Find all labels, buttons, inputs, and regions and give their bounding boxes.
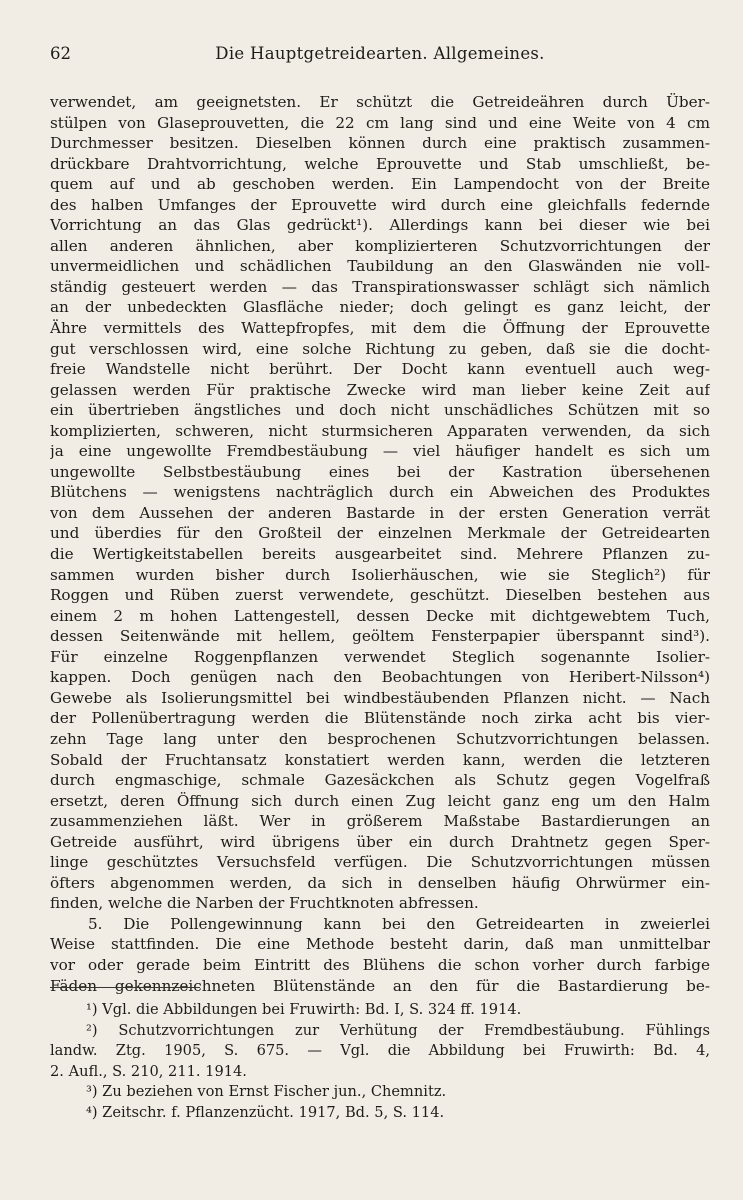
body-line: drückbare Drahtvorrichtung, welche Eprouvette und Stab umschließt, be- — [50, 154, 710, 173]
page-header — [50, 44, 710, 78]
body-line: ständig gesteuert werden — das Transpirationswasser schlägt sich nämlich — [50, 277, 710, 296]
body-line: ungewollte Selbstbestäubung eines bei der Kastration übersehenen — [50, 462, 710, 481]
body-line: quem auf und ab geschoben werden. Ein Lampendocht von der Breite — [50, 175, 710, 194]
body-line: stülpen von Glaseprouvetten, die 22 cm lang sind und eine Weite von 4 cm — [50, 113, 710, 132]
body-line: 5. Die Pollengewinnung kann bei den Getreidearten in zweierlei — [88, 914, 710, 933]
body-line: Weise stattfinden. Die eine Methode besteht darin, daß man unmittelbar — [50, 935, 710, 954]
body-line: linge geschütztes Versuchsfeld verfügen. Die Schutzvorrichtungen müssen — [50, 853, 710, 872]
footnote: ³) Zu beziehen von Ernst Fischer jun., Chemnitz. — [86, 1083, 447, 1100]
body-text — [50, 92, 710, 996]
body-line: Ähre vermittels des Wattepfropfes, mit dem die Öffnung der Eprouvette — [50, 319, 710, 338]
body-line: ersetzt, deren Öffnung sich durch einen Zug leicht ganz eng um den Halm — [50, 791, 710, 810]
body-line: durch engmaschige, schmale Gazesäckchen als Schutz gegen Vogelfraß — [50, 771, 710, 790]
body-line: Fäden gekennzeichneten Blütenstände an den für die Bastardierung be- — [50, 976, 710, 995]
body-line: und überdies für den Großteil der einzelnen Merkmale der Getreidearten — [50, 524, 710, 543]
body-line: Roggen und Rüben zuerst verwendete, geschützt. Dieselben bestehen aus — [50, 586, 710, 605]
body-line: an der unbedeckten Glasfläche nieder; doch gelingt es ganz leicht, der — [50, 298, 710, 317]
body-line: Durchmesser besitzen. Dieselben können durch eine praktisch zusammen- — [50, 134, 710, 153]
body-line: ja eine ungewollte Fremdbestäubung — viel häufiger handelt es sich um — [50, 442, 710, 461]
body-line: die Wertigkeitstabellen bereits ausgearbeitet sind. Mehrere Pflanzen zu- — [50, 545, 710, 564]
footnotes — [50, 1000, 710, 1123]
body-line: der Pollenübertragung werden die Blütenstände noch zirka acht bis vier- — [50, 709, 710, 728]
footnote-continuation: landw. Ztg. 1905, S. 675. — Vgl. die Abbildung bei Fruwirth: Bd. 4, — [50, 1042, 710, 1059]
body-line: freie Wandstelle nicht berührt. Der Docht kann eventuell auch weg- — [50, 360, 710, 379]
body-line: gut verschlossen wird, eine solche Richtung zu geben, daß sie die docht- — [50, 339, 710, 358]
body-line: kappen. Doch genügen nach den Beobachtungen von Heribert-Nilsson⁴) — [50, 668, 710, 687]
running-head: Die Hauptgetreidearten. Allgemeines. — [215, 44, 545, 63]
body-line: öfters abgenommen werden, da sich in denselben häufig Ohrwürmer ein- — [50, 873, 710, 892]
body-line: Für einzelne Roggenpflanzen verwendet Steglich sogenannte Isolier- — [50, 647, 710, 666]
body-line: dessen Seitenwände mit hellem, geöltem Fensterpapier überspannt sind³). — [50, 627, 710, 646]
body-line: vor oder gerade beim Eintritt des Blühens die schon vorher durch farbige — [50, 955, 710, 974]
body-line: von dem Aussehen der anderen Bastarde in der ersten Generation verrät — [50, 503, 710, 522]
body-line: ein übertrieben ängstliches und doch nicht unschädliches Schützen mit so — [50, 401, 710, 420]
footnote: ²) Schutzvorrichtungen zur Verhütung der Fremdbestäubung. Fühlings — [86, 1021, 710, 1039]
footnote-rule — [50, 987, 200, 988]
footnote: ¹) Vgl. die Abbildungen bei Fruwirth: Bd. I, S. 324 ff. 1914. — [86, 1001, 522, 1018]
body-line: zusammenziehen läßt. Wer in größerem Maßstabe Bastardierungen an — [50, 812, 710, 831]
body-line: Sobald der Fruchtansatz konstatiert werden kann, werden die letzteren — [50, 750, 710, 769]
body-line: des halben Umfanges der Eprouvette wird durch eine gleichfalls federnde — [50, 195, 710, 214]
body-line: Vorrichtung an das Glas gedrückt¹). Allerdings kann bei dieser wie bei — [50, 216, 710, 235]
body-line: allen anderen ähnlichen, aber komplizierteren Schutzvorrichtungen der — [50, 236, 710, 255]
body-line: finden, welche die Narben der Fruchtknoten abfressen. — [50, 894, 479, 913]
footnote-continuation: 2. Aufl., S. 210, 211. 1914. — [50, 1062, 247, 1080]
body-line: einem 2 m hohen Lattengestell, dessen Decke mit dichtgewebtem Tuch, — [50, 606, 710, 625]
body-line: Gewebe als Isolierungsmittel bei windbestäubenden Pflanzen nicht. — Nach — [50, 688, 710, 707]
page-number: 62 — [50, 44, 71, 63]
body-line: sammen wurden bisher durch Isolierhäuschen, wie sie Steglich²) für — [50, 565, 710, 584]
body-line: verwendet, am geeignetsten. Er schützt die Getreideähren durch Über- — [50, 93, 710, 111]
body-line: zehn Tage lang unter den besprochenen Schutzvorrichtungen belassen. — [50, 729, 710, 748]
body-line: Getreide ausführt, wird übrigens über ein durch Drahtnetz gegen Sper- — [50, 832, 710, 851]
body-line: gelassen werden Für praktische Zwecke wird man lieber keine Zeit auf — [50, 380, 710, 399]
body-line: unvermeidlichen und schädlichen Taubildung an den Glaswänden nie voll- — [50, 257, 710, 276]
body-line: komplizierten, schweren, nicht sturmsicheren Apparaten verwenden, da sich — [50, 421, 710, 440]
footnote: ⁴) Zeitschr. f. Pflanzenzücht. 1917, Bd. 5, S. 114. — [86, 1103, 445, 1121]
body-line: Blütchens — wenigstens nachträglich durch ein Abweichen des Produktes — [50, 483, 710, 502]
